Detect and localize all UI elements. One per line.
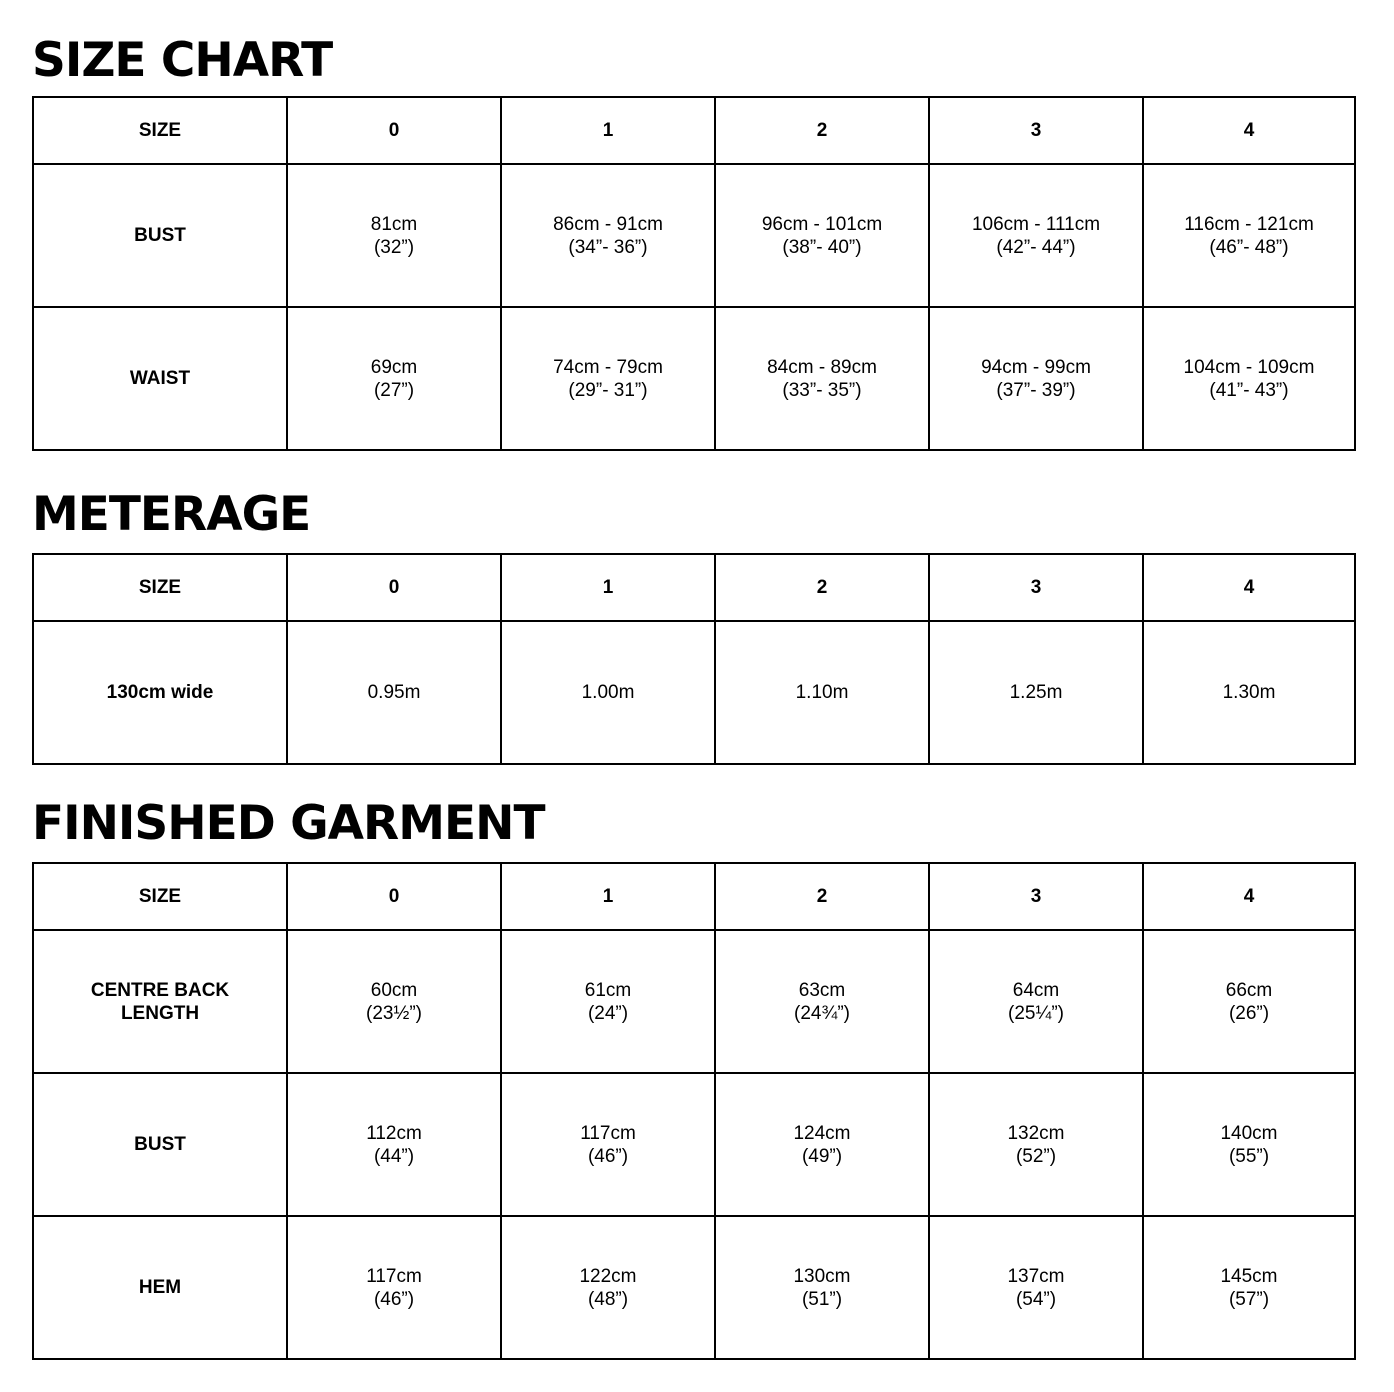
- value-metric: 86cm - 91cm: [553, 213, 663, 235]
- table-cell: [501, 164, 715, 307]
- table-header-row: [33, 97, 1355, 164]
- table-header-row: [33, 863, 1355, 930]
- table-cell: 1.10m: [715, 621, 929, 764]
- value-metric: 94cm - 99cm: [981, 356, 1091, 378]
- table-row-bust: [33, 164, 1355, 307]
- value-imperial: (48”): [587, 1288, 629, 1310]
- table-header-row: [33, 554, 1355, 621]
- header-cell-size-0: 0: [287, 863, 501, 930]
- table-cell: [287, 164, 501, 307]
- value-imperial: (54”): [1015, 1288, 1057, 1310]
- value-imperial: (57”): [1228, 1288, 1270, 1310]
- value-imperial: (26”): [1228, 1002, 1270, 1024]
- table-cell: [1143, 307, 1355, 450]
- value-metric: 132cm: [1007, 1122, 1065, 1144]
- value-metric: 61cm: [584, 979, 632, 1001]
- row-label: BUST: [33, 164, 287, 307]
- value-imperial: (27”): [373, 379, 415, 401]
- row-label: 130cm wide: [33, 621, 287, 764]
- value-metric: 63cm: [798, 979, 846, 1001]
- table-cell: [1143, 164, 1355, 307]
- value-imperial: (55”): [1228, 1145, 1270, 1167]
- meterage-title: METERAGE: [32, 487, 311, 542]
- header-cell-size-0: 0: [287, 554, 501, 621]
- table-cell: [715, 307, 929, 450]
- table-cell: [287, 930, 501, 1073]
- table-row-fabric-width: [33, 621, 1355, 764]
- value-metric: 74cm - 79cm: [553, 356, 663, 378]
- value-metric: 137cm: [1007, 1265, 1065, 1287]
- value-imperial: (37”- 39”): [996, 379, 1076, 401]
- value-metric: 104cm - 109cm: [1183, 356, 1315, 378]
- value-imperial: (46”- 48”): [1209, 236, 1289, 258]
- value-metric: 106cm - 111cm: [971, 213, 1101, 235]
- table-cell: [501, 930, 715, 1073]
- header-cell-size-0: 0: [287, 97, 501, 164]
- header-cell-size-3: 3: [929, 554, 1143, 621]
- header-cell-size: SIZE: [33, 97, 287, 164]
- value-imperial: (34”- 36”): [568, 236, 648, 258]
- size-chart-table: [32, 96, 1356, 451]
- table-cell: [501, 1073, 715, 1216]
- row-label: BUST: [33, 1073, 287, 1216]
- value-imperial: (49”): [801, 1145, 843, 1167]
- value-imperial: (41”- 43”): [1209, 379, 1289, 401]
- table-cell: 1.25m: [929, 621, 1143, 764]
- row-label: [33, 930, 287, 1073]
- table-cell: [501, 1216, 715, 1359]
- header-cell-size-1: 1: [501, 97, 715, 164]
- table-cell: [715, 1216, 929, 1359]
- header-cell-size-1: 1: [501, 863, 715, 930]
- table-cell: [1143, 930, 1355, 1073]
- value-metric: 140cm: [1220, 1122, 1278, 1144]
- header-cell-size-1: 1: [501, 554, 715, 621]
- header-cell-size-4: 4: [1143, 97, 1355, 164]
- table-cell: [1143, 1216, 1355, 1359]
- value-imperial: (46”): [587, 1145, 629, 1167]
- header-cell-size-4: 4: [1143, 554, 1355, 621]
- finished-garment-title: FINISHED GARMENT: [32, 796, 545, 851]
- header-cell-size: SIZE: [33, 554, 287, 621]
- value-metric: 116cm - 121cm: [1184, 213, 1314, 235]
- value-imperial: (51”): [801, 1288, 843, 1310]
- table-cell: [715, 164, 929, 307]
- table-cell: [501, 307, 715, 450]
- value-imperial: (24¾”): [794, 1002, 850, 1024]
- table-cell: [1143, 1073, 1355, 1216]
- value-metric: 145cm: [1220, 1265, 1278, 1287]
- value-metric: 84cm - 89cm: [767, 356, 877, 378]
- value-imperial: (23½”): [366, 1002, 422, 1024]
- row-label: WAIST: [33, 307, 287, 450]
- value-metric: 122cm: [579, 1265, 637, 1287]
- table-cell: 1.00m: [501, 621, 715, 764]
- value-metric: 117cm: [366, 1265, 422, 1287]
- row-label-line: CENTRE BACK: [90, 979, 230, 1001]
- table-cell: [287, 307, 501, 450]
- table-row-waist: [33, 307, 1355, 450]
- table-cell: [929, 1216, 1143, 1359]
- value-metric: 60cm: [370, 979, 418, 1001]
- table-row-bust: [33, 1073, 1355, 1216]
- table-cell: 1.30m: [1143, 621, 1355, 764]
- value-imperial: (25¼”): [1008, 1002, 1064, 1024]
- table-row-hem: [33, 1216, 1355, 1359]
- table-cell: [929, 930, 1143, 1073]
- value-imperial: (24”): [587, 1002, 629, 1024]
- size-chart-title: SIZE CHART: [32, 33, 333, 88]
- meterage-table: [32, 553, 1356, 765]
- value-metric: 130cm: [793, 1265, 851, 1287]
- header-cell-size-2: 2: [715, 554, 929, 621]
- header-cell-size-2: 2: [715, 97, 929, 164]
- value-metric: 96cm - 101cm: [761, 213, 883, 235]
- table-cell: [929, 164, 1143, 307]
- value-metric: 112cm: [366, 1122, 422, 1144]
- table-cell: [287, 1216, 501, 1359]
- table-cell: [715, 1073, 929, 1216]
- header-cell-size-4: 4: [1143, 863, 1355, 930]
- value-imperial: (32”): [373, 236, 415, 258]
- header-cell-size-2: 2: [715, 863, 929, 930]
- header-cell-size: SIZE: [33, 863, 287, 930]
- value-imperial: (33”- 35”): [782, 379, 862, 401]
- table-cell: [715, 930, 929, 1073]
- value-imperial: (38”- 40”): [782, 236, 862, 258]
- value-metric: 69cm: [370, 356, 418, 378]
- value-metric: 66cm: [1225, 979, 1273, 1001]
- row-label: HEM: [33, 1216, 287, 1359]
- table-cell: [929, 307, 1143, 450]
- header-cell-size-3: 3: [929, 97, 1143, 164]
- value-imperial: (29”- 31”): [568, 379, 648, 401]
- value-imperial: (44”): [373, 1145, 415, 1167]
- table-cell: [287, 1073, 501, 1216]
- finished-garment-table: [32, 862, 1356, 1360]
- header-cell-size-3: 3: [929, 863, 1143, 930]
- table-cell: [929, 1073, 1143, 1216]
- value-imperial: (46”): [373, 1288, 415, 1310]
- value-imperial: (52”): [1015, 1145, 1057, 1167]
- value-imperial: (42”- 44”): [996, 236, 1076, 258]
- value-metric: 117cm: [580, 1122, 636, 1144]
- table-row-centre-back-length: [33, 930, 1355, 1073]
- value-metric: 124cm: [793, 1122, 851, 1144]
- value-metric: 81cm: [370, 213, 418, 235]
- table-cell: 0.95m: [287, 621, 501, 764]
- value-metric: 64cm: [1012, 979, 1060, 1001]
- row-label-line: LENGTH: [120, 1002, 200, 1024]
